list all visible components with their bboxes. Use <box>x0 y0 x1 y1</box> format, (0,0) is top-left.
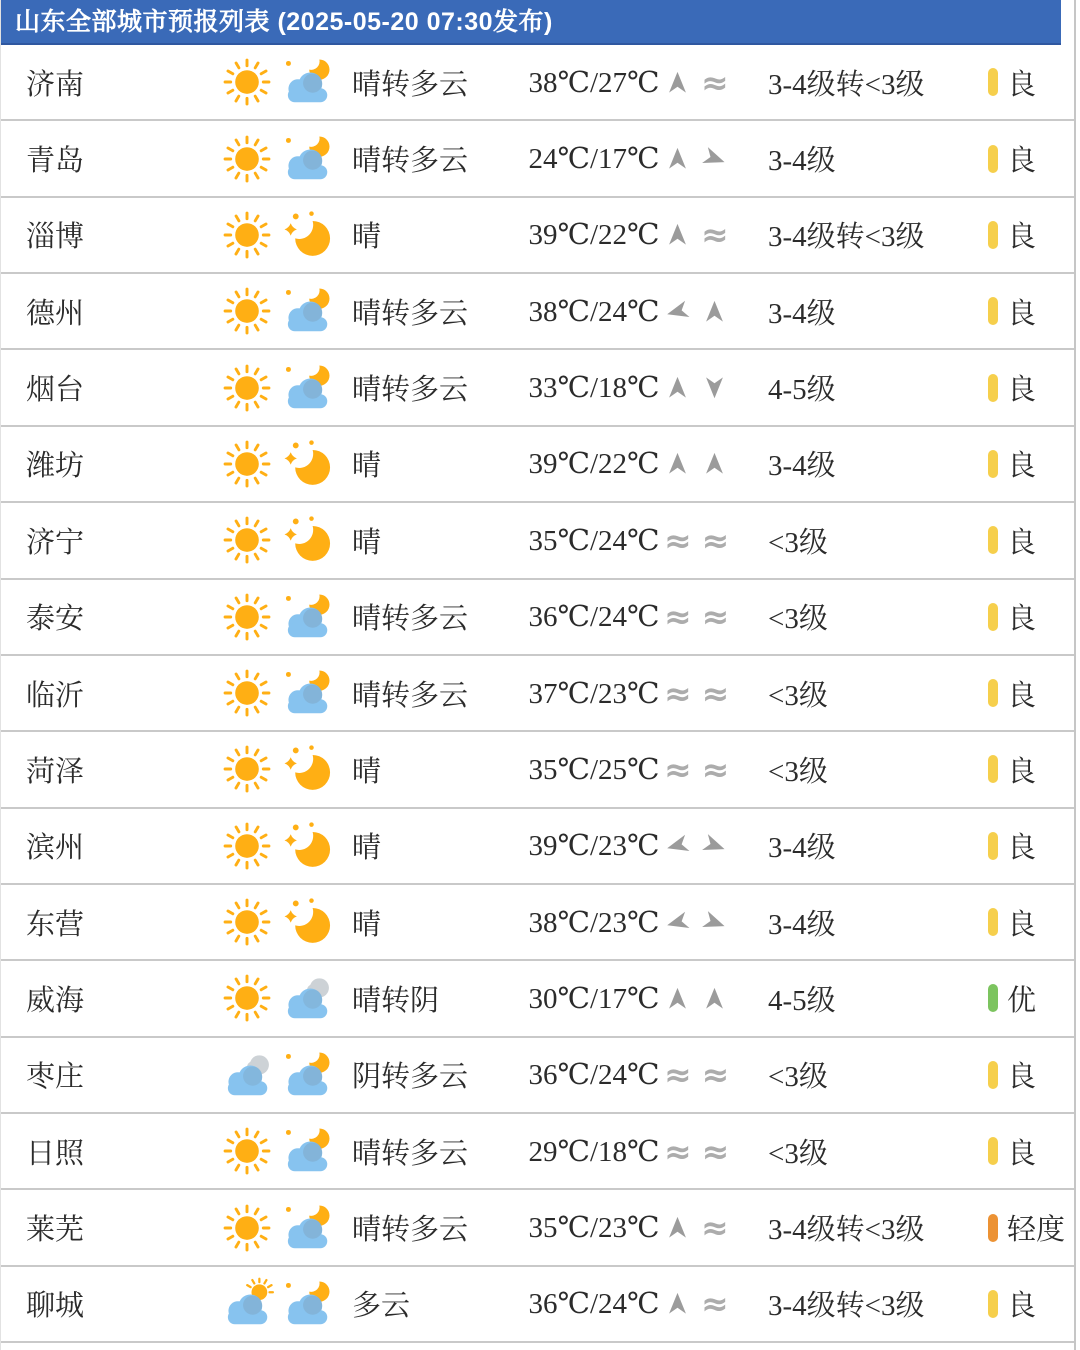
weather-text: 晴 <box>352 221 382 254</box>
wind-arrow-icon <box>661 295 694 328</box>
aqi-bar <box>988 908 998 936</box>
wind-arrow-icon <box>697 905 732 940</box>
calm-wind-icon: ≈ <box>664 749 692 789</box>
aqi-label: 轻度 <box>1007 1214 1066 1247</box>
calm-wind-icon: ≈ <box>664 1131 692 1171</box>
wind-arrow-icon <box>697 828 732 863</box>
aqi-label: 良 <box>1007 526 1037 559</box>
city-name: 淄博 <box>26 221 85 254</box>
wind-direction-icons <box>664 985 760 1012</box>
wind-direction-icons <box>664 1284 760 1324</box>
weather-text: 晴转阴 <box>352 984 440 1017</box>
weather-text: 晴转多云 <box>352 297 469 330</box>
aqi-bar <box>988 145 998 173</box>
calm-wind-icon: ≈ <box>701 749 730 789</box>
cloud-moon-icon <box>280 590 334 644</box>
wind-level: <3级 <box>768 526 828 559</box>
weather-icons <box>202 666 352 720</box>
sun-icon <box>220 208 274 262</box>
wind-level: <3级 <box>768 755 828 788</box>
sun-icon <box>220 513 274 567</box>
temperature-range: 36℃/24℃ <box>528 1288 660 1321</box>
wind-level: 3-4级 <box>768 450 836 483</box>
wind-direction-icons <box>664 145 760 172</box>
aqi-bar <box>988 679 998 707</box>
forecast-row[interactable] <box>1 198 1074 274</box>
wind-direction-icons <box>664 520 760 560</box>
sun-icon <box>220 132 274 186</box>
air-quality <box>982 138 1074 179</box>
sun-icon <box>220 666 274 720</box>
wind-level: 3-4级 <box>768 908 836 941</box>
sun-icon <box>220 971 274 1025</box>
cloud-moon-icon <box>280 1124 334 1178</box>
cloud-moon-icon <box>280 284 334 338</box>
weather-icons <box>202 742 352 796</box>
calm-wind-icon: ≈ <box>664 1055 692 1095</box>
forecast-row[interactable] <box>1 885 1074 961</box>
city-name: 威海 <box>26 984 85 1017</box>
wind-direction-icons <box>664 1131 760 1171</box>
wind-arrow-icon <box>664 374 691 401</box>
air-quality <box>982 902 1074 943</box>
aqi-label: 良 <box>1007 297 1037 330</box>
wind-direction-icons <box>664 450 760 477</box>
aqi-label: 良 <box>1007 832 1037 865</box>
city-name: 菏泽 <box>26 755 85 788</box>
forecast-row[interactable] <box>1 732 1074 808</box>
air-quality <box>982 443 1074 484</box>
sun-icon <box>220 284 274 338</box>
wind-level: 3-4级转<3级 <box>768 1290 925 1323</box>
calm-wind-icon: ≈ <box>701 1055 730 1095</box>
weather-text: 晴转多云 <box>352 679 469 712</box>
wind-arrow-icon <box>701 298 728 325</box>
temperature-range: 36℃/24℃ <box>528 1059 660 1092</box>
sun-icon <box>220 895 274 949</box>
calm-wind-icon: ≈ <box>701 62 729 102</box>
forecast-row[interactable] <box>1 503 1074 579</box>
calm-wind-icon: ≈ <box>664 520 692 560</box>
wind-arrow-icon <box>664 450 691 477</box>
air-quality <box>982 978 1074 1019</box>
sun-icon <box>220 361 274 415</box>
wind-arrow-icon <box>701 985 728 1012</box>
wind-level: 3-4级转<3级 <box>768 1214 925 1247</box>
aqi-bar <box>988 374 998 402</box>
wind-direction-icons <box>664 374 760 401</box>
wind-arrow-icon <box>664 221 691 248</box>
temperature-range: 38℃/24℃ <box>528 295 660 328</box>
cloud-moon-icon <box>280 1277 334 1331</box>
forecast-row[interactable] <box>1 427 1074 503</box>
wind-direction-icons <box>664 597 760 637</box>
wind-direction-icons <box>664 749 760 789</box>
city-name: 青岛 <box>26 145 85 178</box>
aqi-bar <box>988 984 998 1012</box>
city-name: 临沂 <box>26 679 85 712</box>
wind-direction-icons <box>664 909 760 936</box>
air-quality <box>982 1131 1074 1172</box>
city-name: 济南 <box>26 68 85 101</box>
page-title: 山东全部城市预报列表 (2025-05-20 07:30发布) <box>15 8 553 36</box>
cloud-sun-icon <box>220 1277 274 1331</box>
wind-level: <3级 <box>768 603 828 636</box>
air-quality <box>982 673 1074 714</box>
moon-stars-icon <box>280 819 334 873</box>
city-name: 泰安 <box>26 603 85 636</box>
temperature-range: 36℃/24℃ <box>528 601 660 634</box>
forecast-row[interactable] <box>1 656 1074 732</box>
air-quality <box>982 1054 1074 1095</box>
weather-text: 晴 <box>352 908 382 941</box>
wind-level: 3-4级 <box>768 145 836 178</box>
aqi-bar <box>988 221 998 249</box>
calm-wind-icon: ≈ <box>701 1208 729 1248</box>
cloud-moon-icon <box>280 1048 334 1102</box>
weather-text: 晴转多云 <box>352 374 469 407</box>
wind-level: <3级 <box>768 1061 828 1094</box>
wind-level: 3-4级 <box>768 832 836 865</box>
weather-icons <box>202 208 352 262</box>
table-header <box>1 0 1061 45</box>
calm-wind-icon: ≈ <box>701 520 730 560</box>
forecast-row[interactable] <box>1 1190 1074 1266</box>
wind-arrow-icon <box>664 1290 691 1317</box>
air-quality <box>982 1283 1074 1324</box>
wind-level: 4-5级 <box>768 374 836 407</box>
aqi-bar <box>988 603 998 631</box>
calm-wind-icon: ≈ <box>701 215 729 255</box>
aqi-bar <box>988 1214 998 1242</box>
aqi-bar <box>988 297 998 325</box>
forecast-row[interactable] <box>1 45 1074 121</box>
air-quality <box>982 749 1074 790</box>
aqi-label: 良 <box>1007 908 1037 941</box>
cloud-moon-icon <box>280 361 334 415</box>
wind-direction-icons <box>664 832 760 859</box>
wind-direction-icons <box>664 62 760 102</box>
air-quality <box>982 520 1074 561</box>
aqi-bar <box>988 68 998 96</box>
aqi-bar <box>988 1061 998 1089</box>
wind-direction-icons <box>664 673 760 713</box>
aqi-bar <box>988 1290 998 1318</box>
wind-arrow-icon <box>661 829 694 862</box>
aqi-label: 良 <box>1007 68 1037 101</box>
weather-text: 多云 <box>352 1290 411 1323</box>
temperature-range: 39℃/22℃ <box>528 219 660 252</box>
wind-arrow-icon <box>697 141 732 176</box>
air-quality <box>982 596 1074 637</box>
wind-direction-icons <box>664 1055 760 1095</box>
cloud-moon-icon <box>280 1201 334 1255</box>
weather-icons <box>202 437 352 491</box>
weather-icons <box>202 55 352 109</box>
wind-level: 3-4级转<3级 <box>768 221 925 254</box>
weather-text: 阴转多云 <box>352 1061 469 1094</box>
weather-icons <box>202 895 352 949</box>
cloud-overcast-icon <box>220 1048 274 1102</box>
weather-text: 晴 <box>352 450 382 483</box>
wind-arrow-icon <box>664 985 691 1012</box>
calm-wind-icon: ≈ <box>664 597 692 637</box>
temperature-range: 33℃/18℃ <box>528 372 660 405</box>
forecast-row[interactable] <box>1 1038 1074 1114</box>
weather-icons <box>202 590 352 644</box>
moon-stars-icon <box>280 513 334 567</box>
weather-text: 晴 <box>352 755 382 788</box>
cloud-moon-icon <box>280 55 334 109</box>
wind-direction-icons <box>664 298 760 325</box>
aqi-label: 良 <box>1007 679 1037 712</box>
weather-text: 晴转多云 <box>352 68 469 101</box>
temperature-range: 29℃/18℃ <box>528 1135 660 1168</box>
forecast-row[interactable] <box>1 1114 1074 1190</box>
sun-icon <box>220 1201 274 1255</box>
wind-level: <3级 <box>768 679 828 712</box>
forecast-row[interactable] <box>1 580 1074 656</box>
sun-icon <box>220 819 274 873</box>
forecast-row[interactable] <box>1 121 1074 197</box>
sun-icon <box>220 1124 274 1178</box>
aqi-label: 良 <box>1007 450 1037 483</box>
calm-wind-icon: ≈ <box>701 1131 730 1171</box>
city-name: 聊城 <box>26 1290 85 1323</box>
aqi-label: 良 <box>1007 755 1037 788</box>
aqi-label: 良 <box>1007 1137 1037 1170</box>
temperature-range: 37℃/23℃ <box>528 677 660 710</box>
air-quality <box>982 62 1074 103</box>
city-name: 烟台 <box>26 374 85 407</box>
wind-arrow-icon <box>661 906 694 939</box>
sun-icon <box>220 590 274 644</box>
temperature-range: 30℃/17℃ <box>528 982 660 1015</box>
calm-wind-icon: ≈ <box>664 673 692 713</box>
calm-wind-icon: ≈ <box>701 1284 729 1324</box>
aqi-label: 良 <box>1007 1061 1037 1094</box>
air-quality <box>982 1207 1074 1248</box>
wind-level: 3-4级 <box>768 297 836 330</box>
city-name: 滨州 <box>26 832 85 865</box>
cloud-moon-icon <box>280 666 334 720</box>
aqi-label: 优 <box>1007 984 1037 1017</box>
aqi-bar <box>988 832 998 860</box>
moon-stars-icon <box>280 208 334 262</box>
temperature-range: 38℃/23℃ <box>528 906 660 939</box>
sun-icon <box>220 742 274 796</box>
moon-stars-icon <box>280 437 334 491</box>
city-name: 德州 <box>26 297 85 330</box>
forecast-row[interactable] <box>1 350 1074 426</box>
aqi-bar <box>988 755 998 783</box>
weather-icons <box>202 284 352 338</box>
weather-text: 晴 <box>352 832 382 865</box>
temperature-range: 24℃/17℃ <box>528 143 660 176</box>
weather-icons <box>202 361 352 415</box>
temperature-range: 35℃/23℃ <box>528 1212 660 1245</box>
wind-arrow-icon <box>701 374 728 401</box>
aqi-label: 良 <box>1007 145 1037 178</box>
wind-arrow-icon <box>664 69 691 96</box>
forecast-row[interactable] <box>1 961 1074 1037</box>
city-name: 济宁 <box>26 526 85 559</box>
weather-icons <box>202 513 352 567</box>
temperature-range: 38℃/27℃ <box>528 66 660 99</box>
aqi-label: 良 <box>1007 603 1037 636</box>
calm-wind-icon: ≈ <box>701 673 730 713</box>
moon-stars-icon <box>280 742 334 796</box>
aqi-label: 良 <box>1007 221 1037 254</box>
air-quality <box>982 214 1074 255</box>
weather-icons <box>202 1048 352 1102</box>
aqi-label: 良 <box>1007 374 1037 407</box>
wind-level: 3-4级转<3级 <box>768 68 925 101</box>
wind-arrow-icon <box>664 1214 691 1241</box>
weather-icons <box>202 132 352 186</box>
wind-arrow-icon <box>664 145 691 172</box>
weather-text: 晴转多云 <box>352 603 469 636</box>
weather-text: 晴转多云 <box>352 1214 469 1247</box>
wind-level: <3级 <box>768 1137 828 1170</box>
weather-text: 晴 <box>352 526 382 559</box>
aqi-bar <box>988 526 998 554</box>
weather-icons <box>202 819 352 873</box>
aqi-bar <box>988 1137 998 1165</box>
air-quality <box>982 291 1074 332</box>
air-quality <box>982 367 1074 408</box>
weather-text: 晴转多云 <box>352 145 469 178</box>
calm-wind-icon: ≈ <box>701 597 730 637</box>
cloud-overcast-icon <box>280 971 334 1025</box>
weather-icons <box>202 1277 352 1331</box>
city-name: 枣庄 <box>26 1061 85 1094</box>
city-name: 莱芜 <box>26 1214 85 1247</box>
wind-level: 4-5级 <box>768 984 836 1017</box>
forecast-row[interactable] <box>1 274 1074 350</box>
cloud-moon-icon <box>280 132 334 186</box>
weather-icons <box>202 1124 352 1178</box>
wind-direction-icons <box>664 1208 760 1248</box>
forecast-row[interactable] <box>1 1267 1074 1343</box>
temperature-range: 35℃/25℃ <box>528 753 660 786</box>
moon-stars-icon <box>280 895 334 949</box>
forecast-row[interactable] <box>1 809 1074 885</box>
wind-arrow-icon <box>701 450 728 477</box>
weather-icons <box>202 1201 352 1255</box>
weather-icons <box>202 971 352 1025</box>
city-name: 东营 <box>26 908 85 941</box>
temperature-range: 35℃/24℃ <box>528 524 660 557</box>
aqi-bar <box>988 450 998 478</box>
city-name: 日照 <box>26 1137 85 1170</box>
temperature-range: 39℃/22℃ <box>528 448 660 481</box>
aqi-label: 良 <box>1007 1290 1037 1323</box>
wind-direction-icons <box>664 215 760 255</box>
air-quality <box>982 825 1074 866</box>
weather-text: 晴转多云 <box>352 1137 469 1170</box>
forecast-rows <box>1 45 1074 1343</box>
sun-icon <box>220 437 274 491</box>
temperature-range: 39℃/23℃ <box>528 830 660 863</box>
sun-icon <box>220 55 274 109</box>
city-name: 潍坊 <box>26 450 85 483</box>
